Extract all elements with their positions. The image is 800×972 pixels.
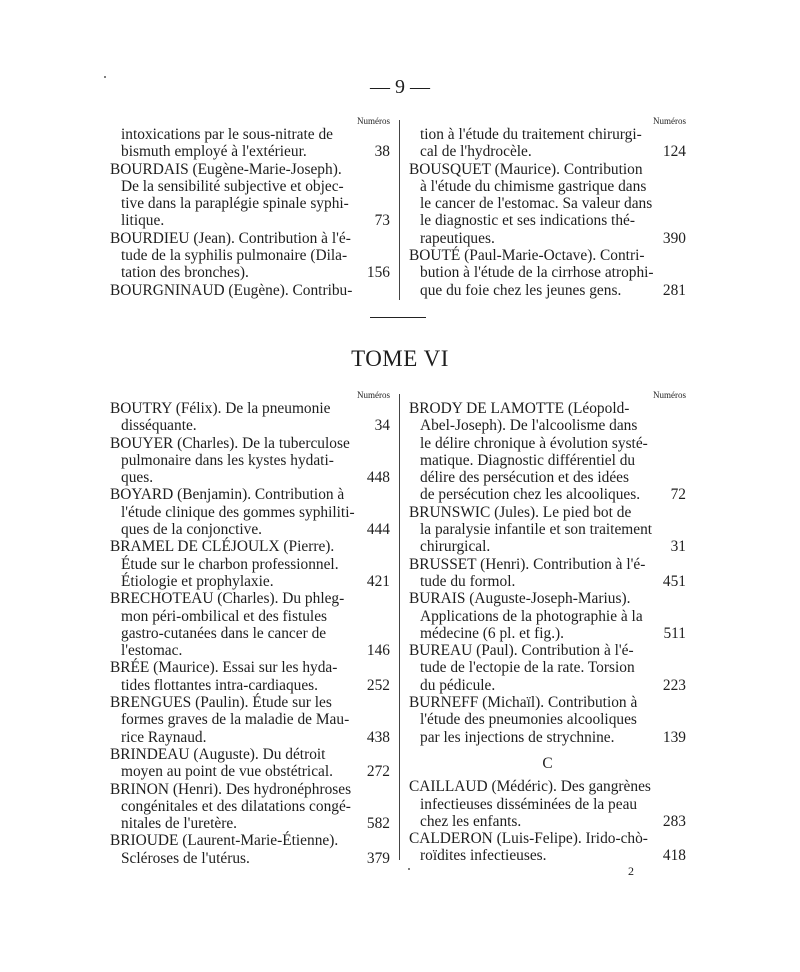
entry-line: par les injections de strychnine. [420, 728, 615, 746]
entry-number: 73 [374, 212, 390, 230]
entry-number: 421 [366, 572, 390, 590]
entry-line: tion à l'étude du traitement chirurgi- [420, 126, 642, 143]
entry-line: BRUSSET (Henri). Contribution à l'é- [409, 555, 646, 573]
entry-line: délire des persécution et des idées [420, 469, 629, 487]
entry-line: disséquante. [121, 417, 197, 435]
print-speck [408, 868, 410, 870]
separator-rule [370, 317, 426, 318]
index-entry [110, 538, 390, 590]
entry-line: formes graves de la maladie de Mau- [121, 711, 350, 729]
index-entry [110, 486, 390, 538]
entry-number: 418 [662, 847, 686, 865]
entry-line: congénitales et des dilatations congé- [121, 797, 351, 815]
top-right-column [409, 116, 686, 299]
entry-number: 283 [662, 812, 686, 830]
entry-line: BOUYER (Charles). De la tuberculose [110, 434, 350, 452]
index-entry [409, 590, 686, 642]
entry-line: matique. Diagnostic différentiel du [420, 451, 636, 469]
entry-number: 139 [662, 728, 686, 746]
letter-heading: C [542, 754, 553, 772]
entry-number: 252 [366, 676, 390, 694]
index-entry [409, 126, 686, 161]
index-entry [409, 504, 686, 556]
entry-line: BRAMEL DE CLÉJOULX (Pierre). [110, 538, 335, 556]
entry-line: le délire chronique à évolution systé- [420, 434, 648, 452]
entry-number: 72 [670, 486, 686, 504]
entry-line: l'estomac. [121, 642, 183, 660]
index-entry [110, 126, 390, 161]
entry-line: BOURDIEU (Jean). Contribution à l'é- [110, 229, 351, 247]
entry-line: roïdites infectieuses. [420, 847, 547, 865]
index-entry [409, 778, 686, 830]
entry-number: 379 [366, 849, 390, 867]
entry-number: 156 [366, 264, 390, 282]
entry-line: BURNEFF (Michaïl). Contribution à [409, 694, 638, 712]
entry-line: tude de l'ectopie de la rate. Torsion [420, 659, 635, 677]
entry-line: BOURGNINAUD (Eugène). Contribu- [110, 281, 353, 299]
entry-line: Scléroses de l'utérus. [121, 849, 250, 867]
entry-line: BOUTRY (Félix). De la pneumonie [110, 400, 331, 417]
entry-line: rapeutiques. [420, 229, 495, 247]
index-entry [110, 694, 390, 746]
entry-line: l'étude des pneumonies alcooliques [420, 711, 637, 729]
index-entry [110, 590, 390, 659]
entry-line: du pédicule. [420, 676, 496, 694]
entry-number: 272 [366, 763, 390, 781]
entry-number: 34 [374, 417, 390, 435]
entry-line: Abel-Joseph). De l'alcoolisme dans [420, 417, 638, 435]
entry-line: de persécution chez les alcooliques. [420, 486, 641, 504]
entry-line: BOUSQUET (Maurice). Contribution [409, 160, 643, 178]
entry-line: BURAIS (Auguste-Joseph-Marius). [409, 590, 631, 608]
entry-line: le cancer de l'estomac. Sa valeur dans [420, 195, 653, 213]
index-entry [409, 247, 686, 299]
index-entry [110, 435, 390, 487]
entry-line: litique. [121, 212, 165, 230]
index-entry [110, 781, 390, 833]
index-entry [110, 659, 390, 694]
entry-line: tude du formol. [420, 572, 516, 590]
top-left-column [110, 116, 390, 299]
entry-number: 124 [662, 143, 686, 161]
entry-line: BRODY DE LAMOTTE (Léopold- [409, 400, 630, 417]
index-entry [110, 832, 390, 867]
entry-line: BRINDEAU (Auguste). Du détroit [110, 745, 326, 763]
index-entry [409, 161, 686, 247]
entry-line: médecine (6 pl. et fig.). [420, 624, 565, 642]
entry-line: CALDERON (Luis-Felipe). Irido-chò- [409, 830, 648, 848]
entry-line: le diagnostic et ses indications thé- [420, 212, 635, 230]
entry-line: ques. [121, 469, 154, 487]
index-entry [110, 161, 390, 230]
index-entry [110, 400, 390, 435]
entry-line: CAILLAUD (Médéric). Des gangrènes [409, 778, 651, 796]
index-entry [409, 400, 686, 504]
section-title: TOME VI [351, 346, 449, 371]
entry-number: 511 [663, 624, 686, 642]
entry-number: 38 [374, 143, 390, 161]
entry-number: 31 [670, 538, 686, 556]
entry-line: Étude sur le charbon professionnel. [121, 555, 339, 573]
column-header: Numéros [357, 390, 390, 400]
entry-number: 582 [366, 815, 390, 833]
entry-number: 281 [662, 281, 686, 299]
index-entry [110, 282, 390, 299]
entry-line: cal de l'hydrocèle. [420, 143, 532, 161]
entry-line: moyen au point de vue obstétrical. [121, 763, 333, 781]
entry-line: pulmonaire dans les kystes hydati- [121, 451, 334, 469]
entry-line: chirurgical. [420, 538, 491, 556]
index-entry [409, 556, 686, 591]
signature-mark: 2 [628, 864, 634, 878]
entry-number: 448 [366, 469, 390, 487]
entry-number: 451 [662, 572, 686, 590]
entry-line: bismuth employé à l'extérieur. [121, 143, 307, 161]
column-header: Numéros [653, 116, 686, 126]
index-entry [409, 642, 686, 694]
entry-line: gastro-cutanées dans le cancer de [121, 624, 327, 642]
entry-line: chez les enfants. [420, 812, 522, 830]
entry-line: BRUNSWIC (Jules). Le pied bot de [409, 503, 632, 521]
entry-line: tude de la syphilis pulmonaire (Dila- [121, 247, 348, 265]
entry-line: infectieuses disséminées de la peau [420, 795, 638, 813]
entry-line: tides flottantes intra-cardiaques. [121, 676, 319, 694]
index-entry [110, 230, 390, 282]
entry-number: 146 [366, 642, 390, 660]
entry-line: nitales de l'uretère. [121, 815, 238, 833]
entry-line: que du foie chez les jeunes gens. [420, 281, 622, 299]
entry-line: De la sensibilité subjective et objec- [121, 177, 344, 195]
bottom-right-column [409, 390, 686, 865]
entry-line: BRECHOTEAU (Charles). Du phleg- [110, 590, 345, 608]
entry-line: BUREAU (Paul). Contribution à l'é- [409, 642, 634, 660]
entry-line: ques de la conjonctive. [121, 521, 263, 539]
entry-line: BOYARD (Benjamin). Contribution à [110, 486, 345, 504]
entry-line: tation des bronches). [121, 264, 249, 282]
entry-line: l'étude clinique des gommes syphiliti- [121, 503, 355, 521]
entry-line: à l'étude du chimisme gastrique dans [420, 177, 647, 195]
entry-number: 438 [366, 728, 390, 746]
entry-line: intoxications par le sous-nitrate de [121, 126, 333, 143]
entry-line: BRENGUES (Paulin). Étude sur les [110, 694, 332, 712]
entry-line: mon péri-ombilical et des fistules [121, 607, 328, 625]
column-header: Numéros [357, 116, 390, 126]
entry-line: bution à l'étude de la cirrhose atrophi- [420, 264, 654, 282]
entry-line: rice Raynaud. [121, 728, 207, 746]
entry-line: BOURDAIS (Eugène-Marie-Joseph). [110, 160, 342, 178]
entry-line: la paralysie infantile et son traitement [420, 521, 653, 539]
entry-number: 444 [366, 521, 390, 539]
bottom-column-divider [399, 394, 400, 860]
index-entry [409, 694, 686, 746]
entry-number: 390 [662, 229, 686, 247]
entry-number: 223 [662, 676, 686, 694]
entry-line: tive dans la paraplégie spinale syphi- [121, 195, 349, 213]
entry-line: Applications de la photographie à la [420, 607, 643, 625]
entry-line: BRIOUDE (Laurent-Marie-Étienne). [110, 832, 339, 850]
column-header: Numéros [653, 390, 686, 400]
index-entry [409, 830, 686, 865]
bottom-left-column [110, 390, 390, 867]
entry-line: BRINON (Henri). Des hydronéphroses [110, 780, 352, 798]
entry-line: BOUTÉ (Paul-Marie-Octave). Contri- [409, 247, 645, 265]
page-number: — 9 — [370, 76, 430, 98]
top-column-divider [399, 120, 400, 300]
entry-line: Étiologie et prophylaxie. [121, 572, 274, 590]
entry-line: BRÉE (Maurice). Essai sur les hyda- [110, 659, 338, 677]
index-entry [110, 746, 390, 781]
print-speck [104, 76, 106, 78]
